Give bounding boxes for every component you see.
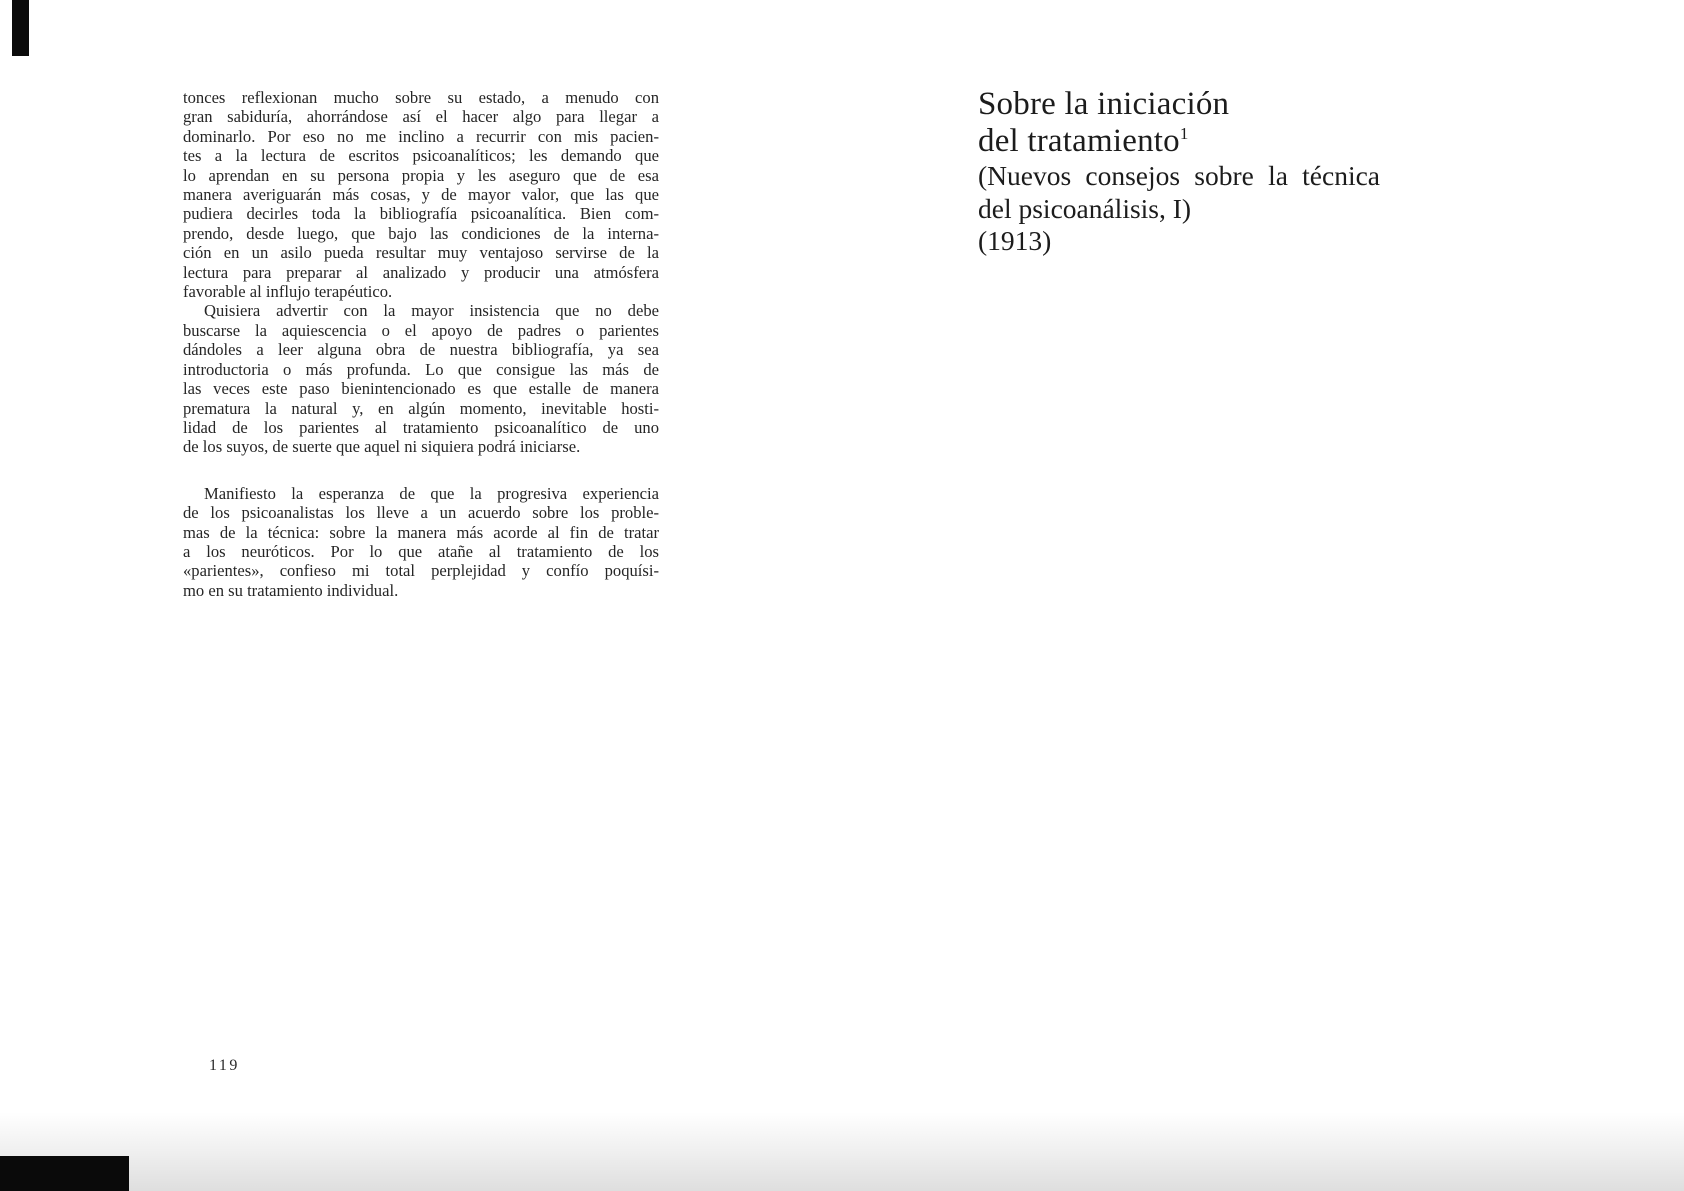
text-line: lidad de los parientes al tratamiento psicoanalítico de uno [183, 417, 659, 437]
footnote-marker: 1 [1179, 124, 1189, 143]
chapter-subtitle-line: (Nuevos consejos sobre la técnica [978, 160, 1380, 191]
text-line: tonces reflexionan mucho sobre su estado, a menudo con [183, 88, 659, 107]
chapter-title-line-1 [978, 86, 1408, 123]
scan-bottom-shadow [0, 1112, 1684, 1191]
body-text-block [183, 88, 659, 600]
text-line: «parientes», confieso mi total perplejidad y confío poquísi- [183, 561, 659, 581]
text-line: mas de la técnica: sobre la manera más acorde al fin de tratar [183, 522, 659, 542]
text-line: prendo, desde luego, que bajo las condiciones de la interna- [183, 223, 659, 243]
chapter-title-text-1: Sobre la iniciación [978, 86, 1230, 122]
scan-edge-mark-top-left [12, 0, 29, 56]
text-line: ción en un asilo pueda resultar muy ventajoso servirse de la [183, 243, 659, 263]
page-number: 119 [209, 1057, 240, 1074]
paragraph [183, 484, 659, 600]
text-line: Quisiera advertir con la mayor insistencia que no debe [204, 301, 659, 321]
chapter-title-line-2 [978, 123, 1408, 160]
text-line: lo aprendan en su persona propia y les aseguro que de esa [183, 165, 659, 185]
chapter-subtitle-line: (1913) [978, 225, 1052, 256]
text-line: dándoles a leer alguna obra de nuestra bibliografía, ya sea [183, 340, 659, 360]
text-line: introductoria o más profunda. Lo que consigue las más de [183, 359, 659, 379]
text-line: mo en su tratamiento individual. [183, 580, 399, 600]
text-line: prematura la natural y, en algún momento, inevitable hosti- [183, 398, 659, 418]
chapter-title-block [978, 86, 1408, 258]
text-line: las veces este paso bienintencionado es que estalle de manera [183, 379, 659, 399]
text-line: dominarlo. Por eso no me inclino a recurrir con mis pacien- [183, 126, 659, 146]
scan-edge-mark-bottom-left [0, 1156, 129, 1191]
text-line: buscarse la aquiescencia o el apoyo de padres o parientes [183, 320, 659, 340]
text-line: de los psicoanalistas los lleve a un acuerdo sobre los proble- [183, 503, 659, 523]
text-line: manera averiguarán más cosas, y de mayor valor, que las que [183, 185, 659, 205]
chapter-subtitle-block [978, 160, 1380, 258]
text-line: gran sabiduría, ahorrándose así el hacer algo para llegar a [183, 107, 659, 127]
text-line: lectura para preparar al analizado y producir una atmósfera [183, 262, 659, 282]
chapter-subtitle-line: del psicoanálisis, I) [978, 192, 1192, 224]
paragraph [183, 88, 659, 301]
text-line: pudiera decirles toda la bibliografía psicoanalítica. Bien com- [183, 204, 659, 224]
chapter-title-text-2: del tratamiento [978, 123, 1180, 159]
paragraph [183, 301, 659, 456]
text-line: Manifiesto la esperanza de que la progresiva experiencia [204, 483, 659, 503]
text-line: de los suyos, de suerte que aquel ni siquiera podrá iniciarse. [183, 437, 581, 457]
text-line: a los neuróticos. Por lo que atañe al tratamiento de los [183, 541, 659, 561]
text-line: favorable al influjo terapéutico. [183, 282, 393, 302]
text-line: tes a la lectura de escritos psicoanalíticos; les demando que [183, 146, 659, 166]
